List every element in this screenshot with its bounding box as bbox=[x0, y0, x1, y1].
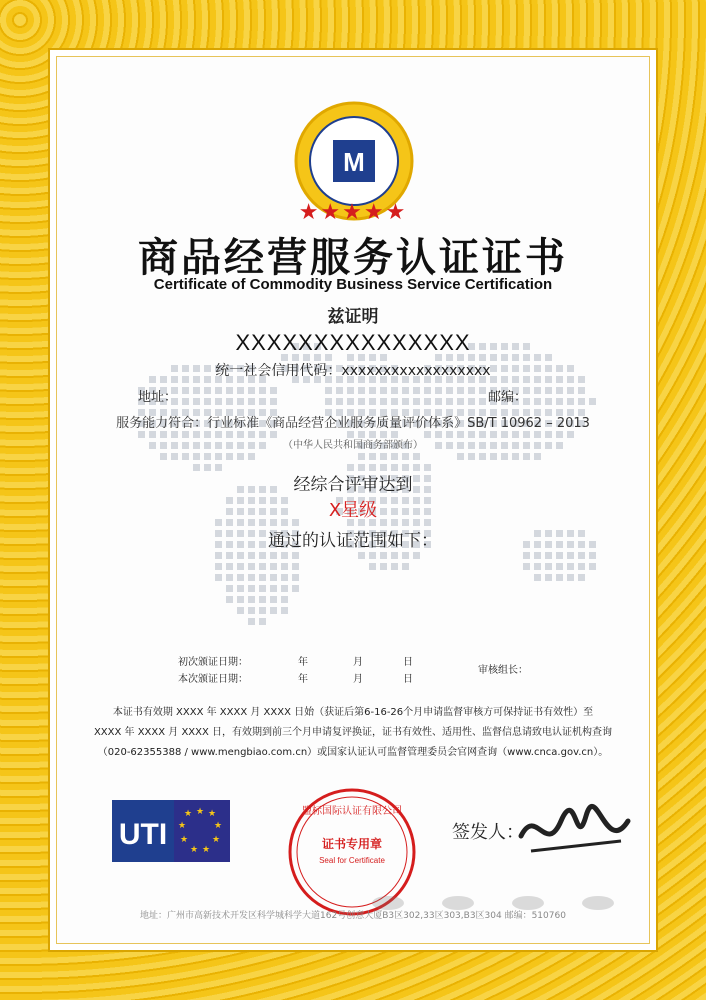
svg-text:★: ★ bbox=[214, 821, 223, 831]
svg-text:★: ★ bbox=[190, 845, 199, 855]
svg-text:★: ★ bbox=[196, 807, 205, 817]
signer-label: 签发人： bbox=[452, 822, 524, 843]
svg-text:★: ★ bbox=[180, 835, 189, 845]
day-label: 日 bbox=[403, 657, 413, 668]
notice-line: 本证书有效期 XXXX 年 XXXX 月 XXXX 日始（获证后第6-16-26个月申请监督审核方可保持证书有效性）至 bbox=[112, 707, 594, 718]
credit-code-line bbox=[48, 360, 658, 380]
assessment-result-label: 经综合评审达到 bbox=[293, 475, 413, 495]
svg-text:★: ★ bbox=[184, 809, 193, 819]
svg-text:UTI: UTI bbox=[118, 818, 168, 851]
svg-text:★: ★ bbox=[178, 821, 187, 831]
address-label: 地址： bbox=[138, 390, 178, 405]
standard-statement: 服务能力符合：行业标准《商品经营企业服务质量评价体系》SB/T 10962 – 2013 bbox=[116, 416, 590, 431]
validity-notice bbox=[68, 703, 638, 763]
star-level: X星级 bbox=[328, 500, 378, 521]
svg-text:M: M bbox=[343, 147, 365, 177]
svg-text:★: ★ bbox=[212, 835, 221, 845]
first-issue-row bbox=[178, 653, 598, 670]
svg-text:★: ★ bbox=[202, 845, 211, 855]
first-issue-label: 初次颁证日期： bbox=[178, 657, 248, 668]
seal-center-text: 证书专用章 bbox=[321, 837, 383, 851]
year-label: 年 bbox=[298, 657, 308, 668]
month-label: 月 bbox=[353, 657, 363, 668]
certificate-content bbox=[48, 48, 658, 952]
scope-label: 通过的认证范围如下： bbox=[268, 531, 438, 551]
seal-top-text: 盟标国际认证有限公司 bbox=[302, 806, 402, 817]
rating-stars: ★★★★★ bbox=[298, 200, 408, 225]
this-issue-label: 本次颁证日期： bbox=[178, 674, 248, 685]
svg-text:★: ★ bbox=[208, 809, 217, 819]
credit-code-value: xxxxxxxxxxxxxxxxxx bbox=[341, 363, 491, 379]
credit-code-label: 统一社会信用代码： bbox=[215, 363, 342, 379]
month-label: 月 bbox=[353, 674, 363, 685]
certificate-title-en: Certificate of Commodity Business Service Certification bbox=[153, 276, 553, 293]
this-issue-row bbox=[178, 670, 598, 687]
uti-logo bbox=[112, 800, 230, 862]
handwritten-signature bbox=[516, 796, 636, 866]
certificate-title: 商品经营服务认证证书 bbox=[138, 234, 568, 281]
hereby-certify: 兹证明 bbox=[327, 307, 379, 327]
zip-label: 邮编： bbox=[488, 390, 528, 405]
lead-auditor-label: 审核组长： bbox=[478, 665, 528, 676]
year-label: 年 bbox=[298, 674, 308, 685]
company-name: XXXXXXXXXXXXXXX bbox=[235, 330, 471, 355]
footer-address: 地址：广州市高新技术开发区科学城科学大道162号创意大厦B3区302,33区303,B3区304 邮编：510760 bbox=[140, 911, 566, 921]
notice-line: （020-62355388 / www.mengbiao.com.cn）或国家认证认可监督管理委员会官网查询（www.cnca.gov.cn）。 bbox=[97, 747, 609, 758]
seal-sub-text: Seal for Certificate bbox=[319, 856, 385, 865]
standard-issuer: （中华人民共和国商务部颁布） bbox=[283, 440, 423, 451]
day-label: 日 bbox=[403, 674, 413, 685]
notice-line: XXXX 年 XXXX 月 XXXX 日，有效期到前三个月申请复评换证，证书有效性、适用性、监督信息请致电认证机构查询 bbox=[93, 727, 613, 738]
issue-dates bbox=[178, 653, 598, 687]
